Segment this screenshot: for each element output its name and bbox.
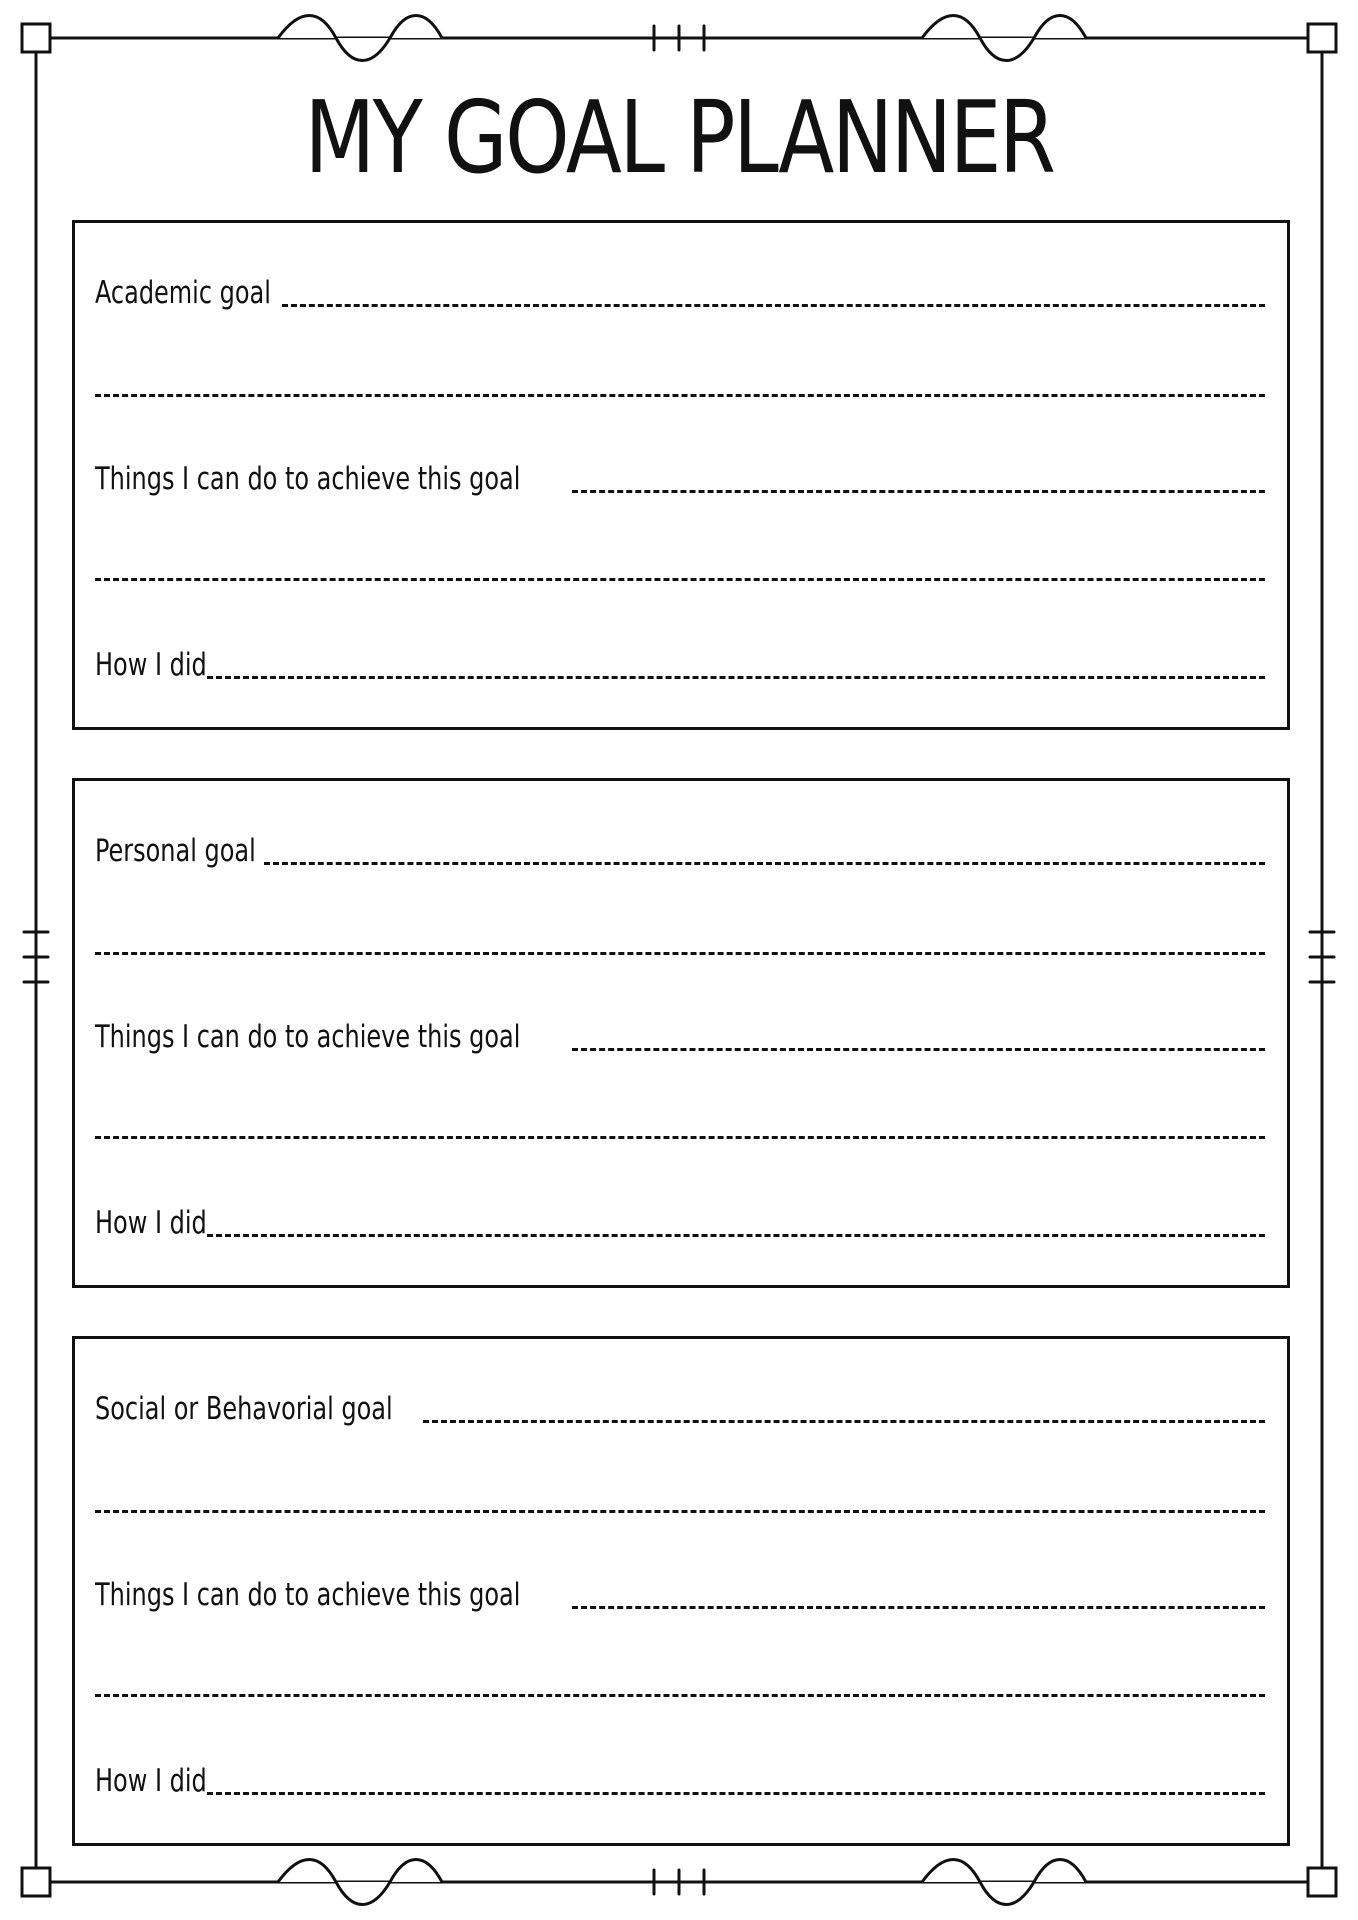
- things-row: [95, 455, 1265, 499]
- how-row: [95, 1199, 1265, 1243]
- things-continuation-row: [95, 543, 1265, 587]
- goal-answer-line[interactable]: [423, 1420, 1265, 1423]
- things-answer-line[interactable]: [572, 490, 1265, 493]
- things-label: Things I can do to achieve this goal: [95, 461, 521, 497]
- things-row: [95, 1571, 1265, 1615]
- things-continuation-row: [95, 1101, 1265, 1145]
- things-continuation-row: [95, 1659, 1265, 1703]
- how-label: How I did: [95, 1763, 207, 1799]
- goal-continuation-line[interactable]: [95, 952, 1265, 955]
- goal-label: Social or Behavorial goal: [95, 1391, 393, 1427]
- goal-continuation-row: [95, 917, 1265, 961]
- things-label: Things I can do to achieve this goal: [95, 1019, 521, 1055]
- goal-row: [95, 269, 1265, 313]
- goal-row: [95, 1385, 1265, 1429]
- how-label: How I did: [95, 1205, 207, 1241]
- goal-label: Personal goal: [95, 833, 256, 869]
- goal-continuation-line[interactable]: [95, 1510, 1265, 1513]
- things-continuation-line[interactable]: [95, 578, 1265, 581]
- goal-answer-line[interactable]: [282, 304, 1265, 307]
- things-answer-line[interactable]: [572, 1606, 1265, 1609]
- goal-section-academic: [72, 220, 1290, 730]
- goal-section-social: [72, 1336, 1290, 1846]
- goal-label: Academic goal: [95, 275, 271, 311]
- how-row: [95, 641, 1265, 685]
- how-answer-line[interactable]: [207, 1792, 1265, 1795]
- how-label: How I did: [95, 647, 207, 683]
- how-answer-line[interactable]: [207, 1234, 1265, 1237]
- goal-row: [95, 827, 1265, 871]
- things-label: Things I can do to achieve this goal: [95, 1577, 521, 1613]
- page-title: MY GOAL PLANNER: [304, 79, 1054, 196]
- things-continuation-line[interactable]: [95, 1694, 1265, 1697]
- things-continuation-line[interactable]: [95, 1136, 1265, 1139]
- how-answer-line[interactable]: [207, 676, 1265, 679]
- how-row: [95, 1757, 1265, 1801]
- things-answer-line[interactable]: [572, 1048, 1265, 1051]
- goal-section-personal: [72, 778, 1290, 1288]
- things-row: [95, 1013, 1265, 1057]
- goal-continuation-row: [95, 1475, 1265, 1519]
- goal-answer-line[interactable]: [264, 862, 1265, 865]
- goal-continuation-row: [95, 359, 1265, 403]
- goal-continuation-line[interactable]: [95, 394, 1265, 397]
